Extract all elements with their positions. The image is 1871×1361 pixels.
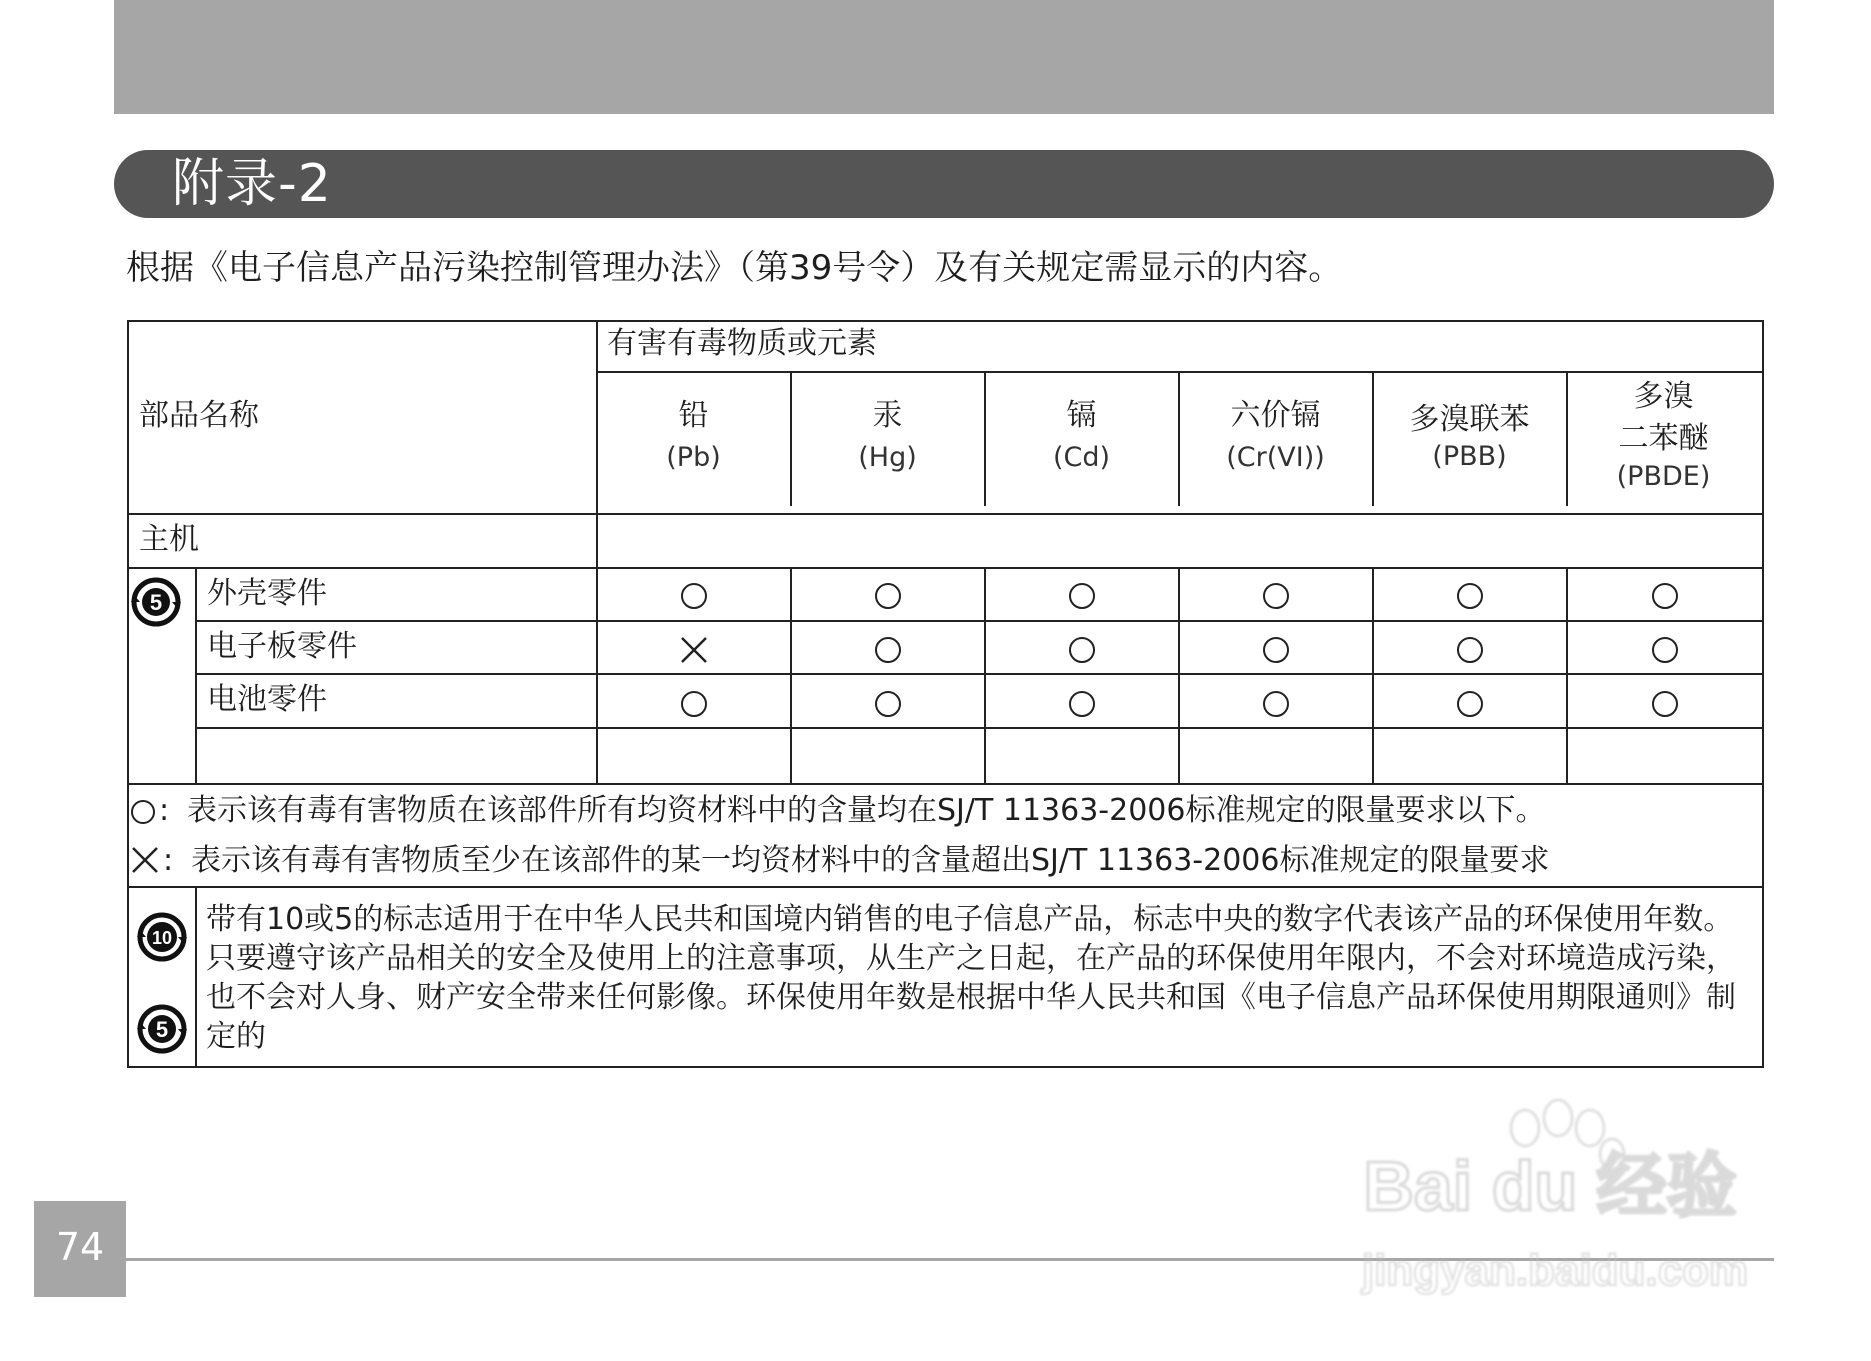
part-name-header: 部品名称	[139, 398, 259, 433]
eco-5-year-icon	[135, 1002, 189, 1056]
intro-text: 根据《电子信息产品污染控制管理办法》（第39号令）及有关规定需显示的内容。	[126, 248, 1343, 288]
circle-mark-icon	[1263, 637, 1289, 663]
column-header-pb	[597, 394, 790, 478]
circle-mark-icon	[1457, 691, 1483, 717]
row-label: 外壳零件	[207, 576, 327, 611]
eco-icon-number: 5	[155, 1017, 169, 1042]
circle-mark-icon	[1069, 583, 1095, 609]
legend-circle-text: 表示该有毒有害物质在该部件所有均资材料中的含量均在SJ/T 11363-2006标准规定的限量要求以下。	[187, 793, 1546, 828]
column-name-line2: 二苯醚	[1618, 421, 1709, 456]
circle-mark-icon	[1069, 637, 1095, 663]
circle-mark-icon	[681, 691, 707, 717]
row-label: 电子板零件	[207, 629, 357, 664]
circle-mark-icon	[1652, 691, 1678, 717]
watermark-brand: Bai du 经验	[1363, 1147, 1737, 1225]
watermark-url: jingyan.baidu.com	[1361, 1246, 1749, 1295]
column-header-hg	[791, 394, 984, 478]
table-divider	[127, 783, 1764, 785]
column-header-cr6	[1179, 394, 1372, 478]
column-symbol: (Cd)	[1052, 442, 1111, 473]
page-number: 74	[55, 1225, 105, 1269]
table-divider	[1372, 568, 1374, 785]
column-symbol: (Hg)	[858, 442, 917, 473]
circle-mark-icon	[1263, 691, 1289, 717]
eco-icon-number: 5	[149, 590, 163, 615]
page-number-box	[34, 1201, 126, 1297]
circle-mark-icon	[1652, 637, 1678, 663]
column-symbol: (PBDE)	[1616, 461, 1711, 492]
column-symbol: (Cr(VI))	[1226, 442, 1325, 473]
eco-10-year-icon	[135, 910, 189, 964]
group-label: 主机	[139, 522, 199, 557]
table-divider	[195, 727, 1764, 729]
column-name: 多溴	[1633, 379, 1694, 414]
table-divider	[195, 620, 1764, 622]
row-label: 电池零件	[207, 682, 327, 717]
column-header-pbb	[1373, 400, 1566, 474]
eco-5-year-icon	[129, 575, 183, 629]
page-title: 附录-2	[172, 154, 332, 214]
circle-mark-icon	[1457, 583, 1483, 609]
circle-mark-icon	[875, 637, 901, 663]
circle-mark-icon	[1263, 583, 1289, 609]
column-name: 汞	[872, 398, 903, 433]
section-title-bar	[114, 150, 1774, 218]
legend-colon: :	[163, 843, 174, 878]
eco-icon-number: 10	[151, 928, 173, 948]
baidu-jingyan-watermark	[1320, 1080, 1790, 1310]
eco-note-text: 带有10或5的标志适用于在中华人民共和国境内销售的电子信息产品，标志中央的数字代表该产品的环保使用年数。只要遵守该产品相关的安全及使用上的注意事项，从生产之日起，在产品的环保使用年限内，不会对环境造成污染，也不会对人身、财产安全带来任何影像。环保使用年数是根据中华人民共和国《电子信息产品环保使用期限通则》制定的	[206, 902, 1736, 1054]
circle-symbol-icon	[131, 800, 155, 824]
column-header-pbde	[1567, 376, 1760, 494]
table-divider	[195, 888, 197, 1068]
legend-cross-text: 表示该有毒有害物质至少在该部件的某一均资材料中的含量超出SJ/T 11363-2006标准规定的限量要求	[191, 843, 1550, 878]
legend-colon: :	[159, 793, 170, 828]
table-divider	[1566, 568, 1568, 785]
circle-mark-icon	[1457, 637, 1483, 663]
table-divider	[1178, 568, 1180, 785]
table-divider	[127, 886, 1764, 888]
circle-mark-icon	[875, 583, 901, 609]
legend-circle	[131, 791, 1545, 831]
table-divider	[596, 320, 598, 785]
table-divider	[127, 567, 1764, 569]
column-symbol: (Pb)	[666, 442, 721, 473]
circle-mark-icon	[1652, 583, 1678, 609]
column-name: 六价镉	[1230, 398, 1321, 433]
hazard-header: 有害有毒物质或元素	[607, 326, 877, 361]
cross-mark-icon	[681, 637, 707, 663]
column-header-cd	[985, 394, 1178, 478]
top-gray-band	[114, 0, 1774, 114]
circle-mark-icon	[875, 691, 901, 717]
table-divider	[195, 568, 197, 785]
legend-cross	[131, 841, 1549, 881]
table-divider	[127, 513, 1764, 515]
circle-mark-icon	[681, 583, 707, 609]
table-divider	[195, 673, 1764, 675]
cross-symbol-icon	[131, 846, 159, 874]
table-divider	[790, 568, 792, 785]
table-divider	[596, 371, 1764, 373]
column-name: 多溴联苯	[1409, 402, 1530, 437]
circle-mark-icon	[1069, 691, 1095, 717]
column-name: 铅	[678, 398, 709, 433]
column-symbol: (PBB)	[1432, 441, 1507, 472]
table-divider	[984, 568, 986, 785]
column-name: 镉	[1066, 398, 1097, 433]
